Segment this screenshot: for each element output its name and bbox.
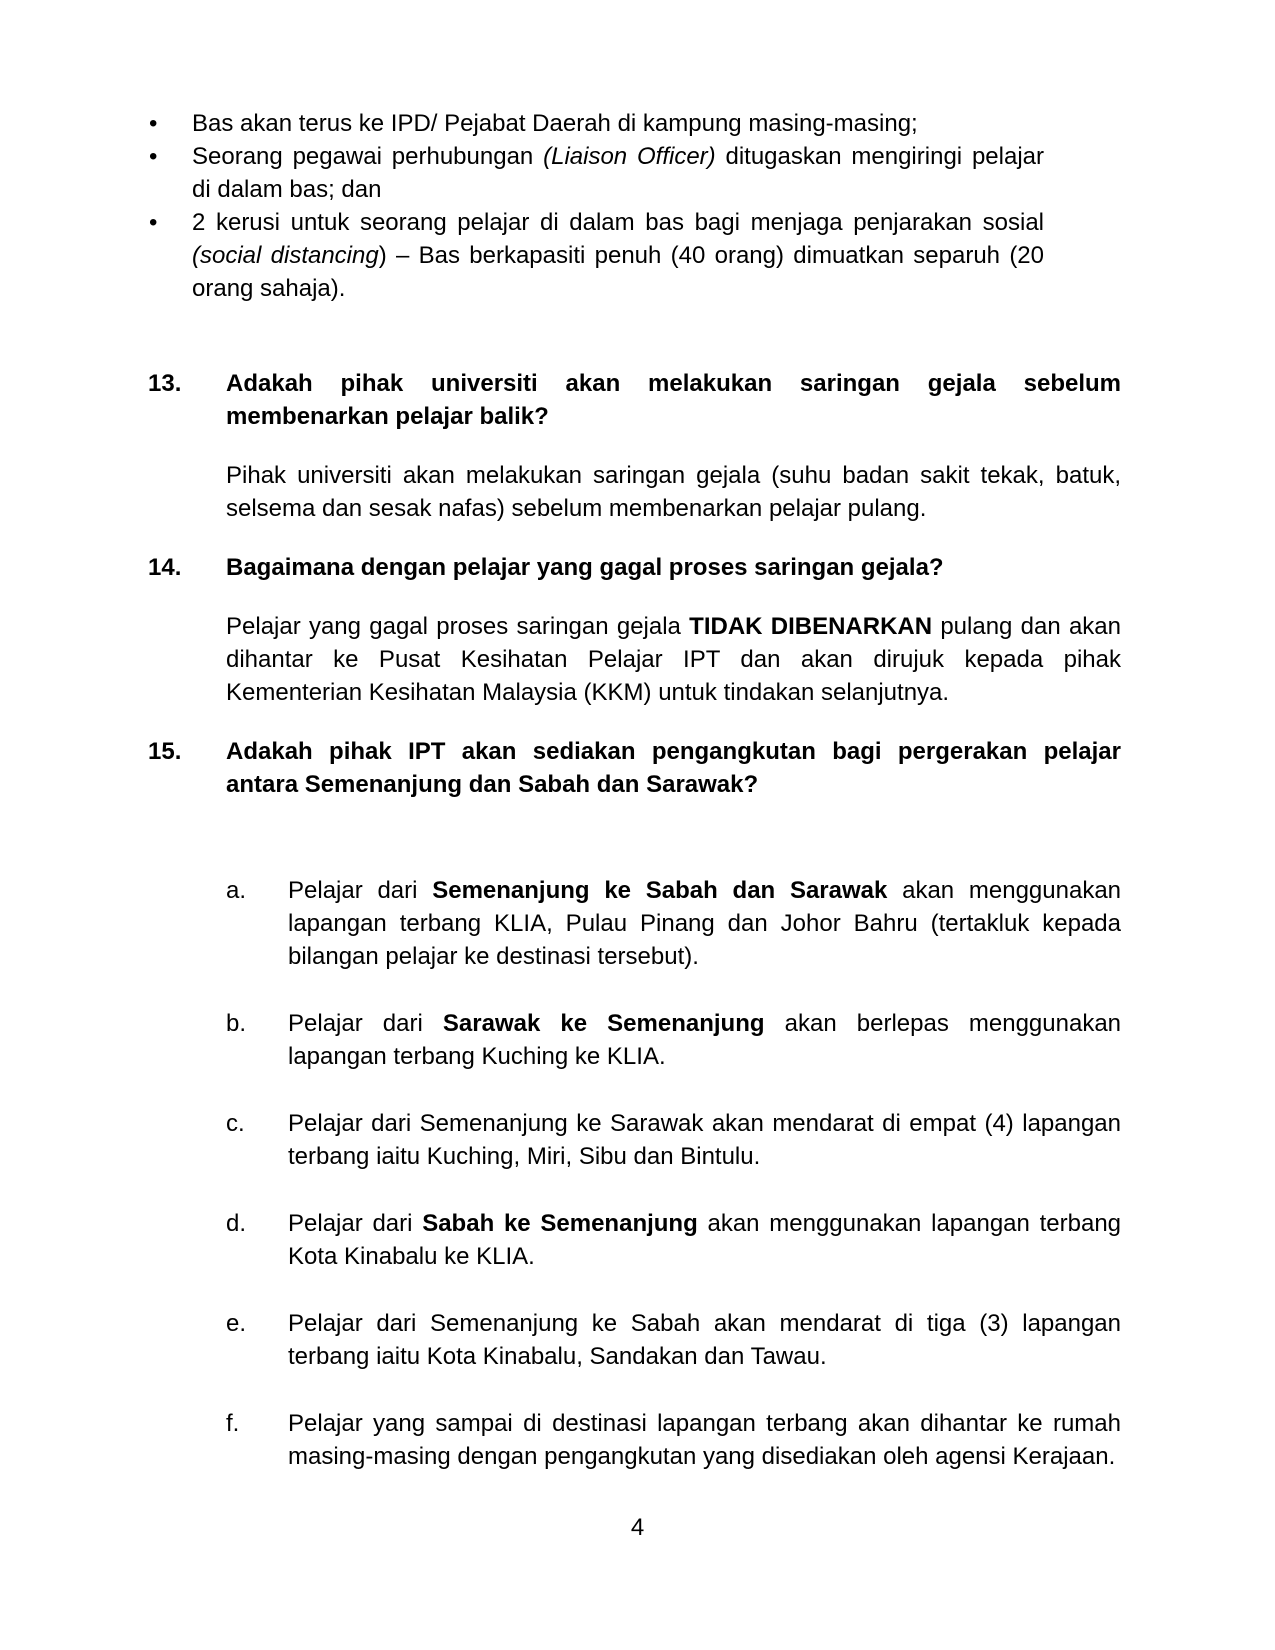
text-segment: (social distancing [192,242,379,269]
bullet-item [149,107,1044,140]
page-number: 4 [630,1514,645,1541]
text-segment: Pelajar yang gagal proses saringan gejala [226,613,690,640]
text-segment: Pelajar dari [288,1210,423,1237]
bullet-marker: • [149,110,158,137]
text-segment: akan menggunakan lapangan terbang Kota Kinabalu ke KLIA. [288,1210,1122,1270]
bullet-text [192,107,1044,140]
text-segment: 2 kerusi untuk seorang pelajar di dalam bas bagi menjaga penjarakan sosial [192,209,1044,236]
subitem-text [288,1407,1121,1473]
question-section [148,551,1128,709]
question-body [226,551,1121,709]
text-segment: Sarawak ke Semenanjung [442,1010,765,1037]
answer-subitem [226,1307,1121,1373]
subitem-marker: e. [226,1310,247,1337]
answer-subitem [226,874,1121,973]
answer-paragraph [226,459,1121,525]
text-segment: Pelajar yang sampai di destinasi lapangan terbang akan dihantar ke rumah masing-masing dengan pengangkutan yang disediakan oleh agensi Kerajaan. [288,1410,1121,1470]
text-segment: ) – Bas berkapasiti penuh (40 orang) dimuatkan separuh (20 orang sahaja). [192,242,1045,302]
question-body [226,735,1121,1473]
text-segment: ditugaskan mengiringi pelajar di dalam bas; dan [192,143,1044,203]
subitem-marker: d. [226,1210,247,1237]
text-segment: Pihak universiti akan melakukan saringan gejala (suhu badan sakit tekak, batuk, selsema dan sesak nafas) sebelum membenarkan pelajar pulang. [226,462,1121,522]
question-heading: Adakah pihak universiti akan melakukan saringan gejala sebelum membenarkan pelajar balik? [226,370,1121,430]
text-segment: Pelajar dari Semenanjung ke Sarawak akan mendarat di empat (4) lapangan terbang iaitu Kuching, Miri, Sibu dan Bintulu. [288,1110,1121,1170]
answer-subitem [226,1107,1121,1173]
question-section [148,367,1128,525]
answer-subitem [226,1207,1121,1273]
bullet-item [149,206,1044,305]
text-segment: Semenanjung ke Sabah dan Sarawak [432,877,888,904]
subitem-marker: b. [226,1010,247,1037]
question-number: 13. [148,370,182,397]
question-body [226,367,1121,525]
question-heading: Adakah pihak IPT akan sediakan pengangkutan bagi pergerakan pelajar antara Semenanjung dan Sabah dan Sarawak? [226,738,1121,798]
text-segment: Pelajar dari [288,1010,443,1037]
question-number: 15. [148,738,182,765]
question-section [148,735,1128,1473]
text-segment: (Liaison Officer) [543,143,716,170]
question-list [148,367,1128,1473]
text-segment: Bas akan terus ke IPD/ Pejabat Daerah di kampung masing-masing; [192,110,918,137]
subitem-text [288,1207,1121,1273]
bullet-marker: • [149,143,158,170]
answer-paragraphs [226,459,1121,525]
question-heading: Bagaimana dengan pelajar yang gagal proses saringan gejala? [226,554,944,581]
subitem-marker: f. [226,1410,240,1437]
subitem-marker: c. [226,1110,245,1137]
text-segment: Seorang pegawai perhubungan [192,143,544,170]
subitem-text [288,1007,1121,1073]
answer-subitems [226,874,1121,1473]
question-number: 14. [148,554,182,581]
text-segment: akan menggunakan lapangan terbang KLIA, Pulau Pinang dan Johor Bahru (tertakluk kepada bilangan pelajar ke destinasi tersebut). [288,877,1122,970]
text-segment: TIDAK DIBENARKAN [689,613,933,640]
bullet-item [149,140,1044,206]
text-segment: Sabah ke Semenanjung [422,1210,698,1237]
text-segment: Pelajar dari [288,877,433,904]
page-content [148,107,1128,1473]
answer-subitem [226,1407,1121,1473]
subitem-text [288,1107,1121,1173]
subitem-text [288,874,1121,973]
answer-paragraph [226,610,1121,709]
bullet-text [192,206,1044,305]
subitem-text [288,1307,1121,1373]
bullet-text [192,140,1044,206]
bullet-marker: • [149,209,158,236]
text-segment: pulang dan akan dihantar ke Pusat Kesihatan Pelajar IPT dan akan dirujuk kepada pihak Kementerian Kesihatan Malaysia (KKM) untuk tindakan selanjutnya. [226,613,1121,706]
text-segment: Pelajar dari Semenanjung ke Sabah akan mendarat di tiga (3) lapangan terbang iaitu Kota Kinabalu, Sandakan dan Tawau. [288,1310,1121,1370]
bullet-list [149,107,1044,305]
text-segment: akan berlepas menggunakan lapangan terbang Kuching ke KLIA. [288,1010,1122,1070]
answer-paragraphs [226,610,1121,709]
answer-subitem [226,1007,1121,1073]
subitem-marker: a. [226,877,247,904]
